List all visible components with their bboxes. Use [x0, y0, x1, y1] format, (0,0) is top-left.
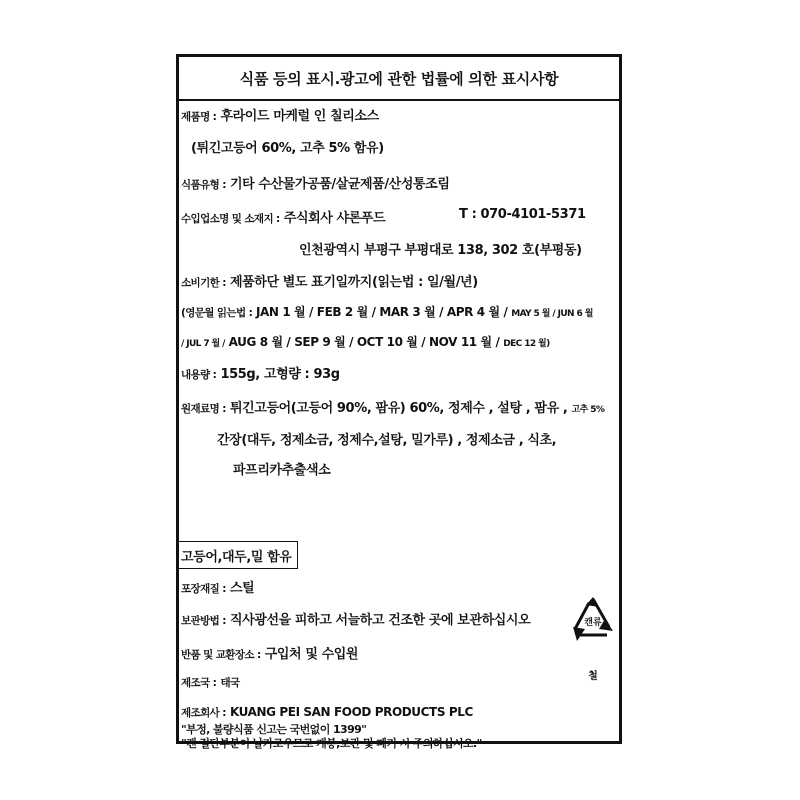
weight-row [181, 363, 340, 382]
months-line-2-small-a: / JUL 7 월 / [181, 339, 225, 349]
months-line-2-small-b: DEC 12 월) [503, 339, 550, 349]
storage-label: 보관방법 : [181, 615, 226, 627]
food-type-value: 기타 수산물가공품/살균제품/산성통조림 [229, 177, 450, 192]
origin-row [181, 675, 240, 690]
expiry-label: 소비기한 : [181, 277, 226, 289]
food-label [176, 54, 622, 750]
ingredients-row [181, 397, 604, 416]
expiry-value: 제품하단 별도 표기일까지(읽는법 : 일/월/년) [229, 275, 478, 290]
product-name-label: 제품명 : [181, 111, 217, 123]
manufacturer-value: KUANG PEI SAN FOOD PRODUCTS PLC [229, 705, 473, 719]
recycle-text: 캔류 [584, 618, 602, 628]
weight-label: 내용량 : [181, 369, 217, 381]
storage-row [181, 609, 530, 628]
return-label: 반품 및 교환장소 : [181, 649, 261, 661]
expiry-row [181, 271, 478, 290]
importer-value: 주식회사 샤론푸드 [283, 211, 386, 226]
storage-value: 직사광선을 피하고 서늘하고 건조한 곳에 보관하십시오 [229, 613, 531, 628]
return-value: 구입처 및 수입원 [264, 647, 359, 662]
ingredients-line-3: 파프리카추출색소 [233, 463, 331, 478]
manufacturer-label: 제조회사 : [181, 707, 226, 719]
product-name-value: 후라이드 마케럴 인 칠리소스 [220, 109, 379, 124]
ingredients-line-1-small: 고추 5% [571, 405, 605, 415]
months-line-1 [181, 303, 593, 320]
importer-address: 인천광역시 부평구 부평대로 138, 302 호(부평동) [299, 243, 582, 258]
months-line-2-value: AUG 8 월 / SEP 9 월 / OCT 10 월 / NOV 11 월 / [228, 335, 500, 349]
origin-label: 제조국 : [181, 677, 217, 689]
food-type-label: 식품유형 : [181, 179, 226, 191]
product-name-row [181, 105, 379, 124]
packaging-label: 포장재질 : [181, 583, 226, 595]
importer-label: 수입업소명 및 소재지 : [181, 213, 280, 225]
allergen-box: 고등어,대두,밀 함유 [179, 541, 298, 569]
packaging-value: 스틸 [229, 581, 255, 596]
food-type-row [181, 173, 449, 192]
months-line-2 [181, 333, 550, 350]
origin-value: 태국 [220, 677, 240, 689]
months-label: (영문월 읽는법 : [181, 307, 253, 319]
product-note: (튀긴고등어 60%, 고추 5% 함유) [191, 141, 384, 156]
ingredients-label: 원재료명 : [181, 403, 226, 415]
months-line-1-value: JAN 1 월 / FEB 2 월 / MAR 3 월 / APR 4 월 / [255, 305, 508, 319]
recycle-icon [569, 593, 617, 683]
importer-phone: T : 070-4101-5371 [459, 207, 586, 222]
ingredients-line-1: 튀긴고등어(고등어 90%, 팜유) 60%, 정제수 , 설탕 , 팜유 , [229, 401, 568, 416]
months-line-1-small: MAY 5 월 / JUN 6 월 [511, 309, 593, 319]
importer-row [181, 207, 621, 226]
label-title: 식품 등의 표시.광고에 관한 법률에 의한 표시사항 [179, 57, 619, 101]
report-note: "부정, 불량식품 신고는 국번없이 1399" [181, 723, 367, 736]
packaging-row [181, 577, 254, 596]
caution-note: "캔 절단부분이 날카로우므로 개봉,보관 및 폐기 시 주의하십시오." [181, 737, 482, 750]
return-row [181, 643, 358, 662]
recycle-sub: 철 [588, 671, 598, 682]
manufacturer-row [181, 705, 473, 720]
weight-value: 155g, 고형량 : 93g [220, 367, 340, 382]
ingredients-line-2: 간장(대두, 정제소금, 정제수,설탕, 밀가루) , 정제소금 , 식초, [217, 433, 557, 448]
